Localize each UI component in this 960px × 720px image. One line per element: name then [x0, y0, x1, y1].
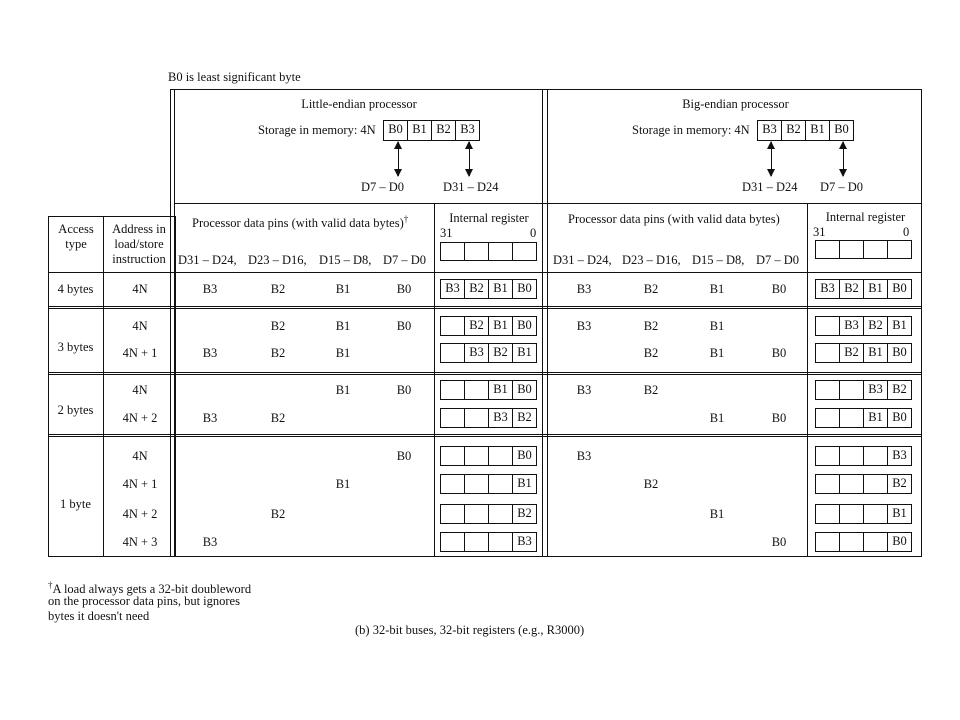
- be-reg-cell: B2: [839, 280, 863, 298]
- be-pin-value: B2: [643, 383, 659, 397]
- le-reg-cell: [488, 475, 512, 493]
- be-pin-value: B2: [643, 346, 659, 360]
- be-pin-value: B3: [576, 282, 592, 296]
- le-reg-cell: B1: [512, 344, 536, 362]
- le-reg-cell: [488, 447, 512, 465]
- le-reg-cell: [488, 505, 512, 523]
- be-reg-cell: B3: [839, 317, 863, 335]
- figure-caption: (b) 32-bit buses, 32-bit registers (e.g., R3000): [355, 623, 585, 637]
- be-register-row: [815, 380, 912, 400]
- be-pin-value: B1: [709, 319, 725, 333]
- reg-byte-cell: [816, 241, 839, 258]
- be-pin-value: B1: [709, 411, 725, 425]
- le-arrow-label-d31: D31 – D24: [443, 180, 499, 194]
- le-reg-cell: [441, 475, 464, 493]
- le-register-header-boxes: [440, 242, 537, 261]
- le-pin-value: B3: [202, 282, 218, 296]
- le-pin-value: B0: [396, 449, 412, 463]
- be-reg-cell: B2: [887, 381, 911, 399]
- be-register-row: [815, 279, 912, 299]
- be-reg-cell: [839, 409, 863, 427]
- le-reg-cell: [488, 533, 512, 551]
- be-reg-cell: [816, 317, 839, 335]
- le-reg-cell: B1: [488, 280, 512, 298]
- be-pin-value: B0: [771, 346, 787, 360]
- be-reg-cell: B2: [887, 475, 911, 493]
- address-header-1: Address in: [112, 222, 166, 236]
- reg-byte-cell: [512, 243, 536, 260]
- be-pin-value: B0: [771, 535, 787, 549]
- reg-byte-cell: [488, 243, 512, 260]
- le-reg-cell: B3: [464, 344, 488, 362]
- big-endian-title: Big-endian processor: [682, 97, 789, 111]
- le-reg-cell: B2: [512, 505, 536, 523]
- le-pin-value: B2: [270, 319, 286, 333]
- be-arrow-label-d31: D31 – D24: [742, 180, 798, 194]
- le-reg-cell: B0: [512, 381, 536, 399]
- le-register-header: Internal register: [449, 211, 529, 225]
- table-divider-center-b: [547, 89, 548, 557]
- be-storage-cell: B1: [805, 121, 829, 140]
- access-type-label: 4 bytes: [57, 282, 94, 296]
- be-register-row: [815, 446, 912, 466]
- be-storage-bytes: [757, 120, 854, 141]
- le-reg-cell: B2: [488, 344, 512, 362]
- be-pins-header: Processor data pins (with valid data bytes): [568, 212, 780, 226]
- row-separator-2b: [48, 434, 922, 435]
- be-pin-value: B0: [771, 411, 787, 425]
- le-reg-cell: [464, 447, 488, 465]
- be-register-row: [815, 316, 912, 336]
- access-type-label: 3 bytes: [57, 340, 94, 354]
- be-reg-cell: [816, 533, 839, 551]
- le-reg-cell: B0: [512, 447, 536, 465]
- be-storage-label: Storage in memory: 4N: [632, 123, 750, 137]
- le-pin-value: B1: [335, 477, 351, 491]
- address-header-2: load/store: [114, 237, 164, 251]
- row-separator-2b-double: [48, 436, 922, 437]
- header-separator: [174, 203, 922, 204]
- le-pin-value: B2: [270, 346, 286, 360]
- be-reg-cell: B1: [887, 505, 911, 523]
- be-reg-cell: B0: [887, 280, 911, 298]
- be-pin-value: B3: [576, 319, 592, 333]
- le-pin-value: B2: [270, 411, 286, 425]
- le-storage-cell: B3: [455, 121, 479, 140]
- address-cell: 4N + 2: [122, 507, 158, 521]
- le-reg-cell: B1: [512, 475, 536, 493]
- row-separator-4b: [48, 306, 922, 307]
- address-cell: 4N: [132, 319, 148, 333]
- le-reg-cell: [464, 475, 488, 493]
- access-type-header-1: Access: [58, 222, 94, 236]
- be-pin-col-d23: D23 – D16,: [622, 253, 681, 267]
- le-reg-cell: [441, 533, 464, 551]
- le-register-row: [440, 279, 537, 299]
- le-reg-cell: B1: [488, 317, 512, 335]
- le-pin-value: B3: [202, 535, 218, 549]
- le-storage-label: Storage in memory: 4N: [258, 123, 376, 137]
- le-register-row: [440, 504, 537, 524]
- footnote-line-3: bytes it doesn't need: [48, 609, 150, 623]
- le-reg-cell: [441, 317, 464, 335]
- le-reg-cell: [464, 505, 488, 523]
- address-cell: 4N + 3: [122, 535, 158, 549]
- le-register-row: [440, 532, 537, 552]
- be-pin-value: B3: [576, 383, 592, 397]
- le-pin-col-d7: D7 – D0: [383, 253, 427, 267]
- be-arrow-b0: [843, 142, 844, 176]
- address-cell: 4N: [132, 383, 148, 397]
- le-register-row: [440, 408, 537, 428]
- footnote-line-1: †A load always gets a 32-bit doubleword: [48, 580, 252, 597]
- le-pin-value: B0: [396, 383, 412, 397]
- le-reg-cell: B0: [512, 317, 536, 335]
- le-storage-cell: B0: [388, 122, 403, 136]
- be-reg-cell: B1: [863, 344, 887, 362]
- be-reg-cell: B1: [863, 409, 887, 427]
- be-reg-cell: B3: [887, 447, 911, 465]
- le-pin-value: B0: [396, 282, 412, 296]
- le-reg-cell: B1: [488, 381, 512, 399]
- le-register-row: [440, 446, 537, 466]
- be-pin-value: B2: [643, 319, 659, 333]
- le-pin-col-d23: D23 – D16,: [248, 253, 307, 267]
- be-arrow-label-d7: D7 – D0: [820, 180, 864, 194]
- le-reg-cell: B0: [512, 280, 536, 298]
- be-pin-col-d7: D7 – D0: [756, 253, 800, 267]
- be-reg-cell: [816, 447, 839, 465]
- be-reg-cell: [863, 505, 887, 523]
- le-storage-cell: B1: [407, 121, 431, 140]
- le-pin-col-d15: D15 – D8,: [319, 253, 372, 267]
- le-reg-bit-0: 0: [530, 226, 537, 240]
- le-arrow-b3: [469, 142, 470, 176]
- be-register-row: [815, 474, 912, 494]
- le-reg-cell: [464, 533, 488, 551]
- be-register-row: [815, 408, 912, 428]
- be-reg-cell: B0: [887, 344, 911, 362]
- le-arrow-b0: [398, 142, 399, 176]
- reg-byte-cell: [863, 241, 887, 258]
- le-storage-cell: B2: [431, 121, 455, 140]
- be-reg-cell: [839, 475, 863, 493]
- be-reg-cell: [816, 475, 839, 493]
- le-pin-value: B2: [270, 282, 286, 296]
- be-reg-bit-0: 0: [903, 225, 910, 239]
- be-register-divider: [807, 203, 808, 557]
- address-cell: 4N + 1: [122, 346, 158, 360]
- le-register-row: [440, 380, 537, 400]
- row-separator-header: [48, 272, 922, 273]
- be-reg-cell: [839, 381, 863, 399]
- be-pin-value: B1: [709, 282, 725, 296]
- le-pin-value: B3: [202, 346, 218, 360]
- be-reg-cell: B3: [863, 381, 887, 399]
- be-pin-value: B1: [709, 507, 725, 521]
- be-reg-cell: [816, 381, 839, 399]
- be-reg-cell: [839, 447, 863, 465]
- le-pins-header: Processor data pins (with valid data bytes)†: [192, 214, 409, 231]
- row-separator-3b: [48, 372, 922, 373]
- be-reg-cell: B0: [887, 409, 911, 427]
- le-reg-cell: [441, 505, 464, 523]
- le-reg-cell: [441, 447, 464, 465]
- le-pin-value: B1: [335, 319, 351, 333]
- address-cell: 4N + 2: [122, 411, 158, 425]
- be-pin-value: B2: [643, 477, 659, 491]
- reg-byte-cell: [839, 241, 863, 258]
- be-pin-value: B2: [643, 282, 659, 296]
- be-reg-cell: B2: [863, 317, 887, 335]
- be-pin-col-d15: D15 – D8,: [692, 253, 745, 267]
- be-register-header-boxes: [815, 240, 912, 259]
- row-separator-3b-double: [48, 374, 922, 375]
- reg-byte-cell: [441, 243, 464, 260]
- be-reg-cell: [816, 505, 839, 523]
- table-divider-center-a: [542, 89, 543, 557]
- be-register-row: [815, 504, 912, 524]
- header-note: B0 is least significant byte: [168, 70, 301, 84]
- reg-byte-cell: [887, 241, 911, 258]
- be-reg-cell: [863, 533, 887, 551]
- be-arrow-b3: [771, 142, 772, 176]
- be-register-row: [815, 343, 912, 363]
- address-cell: 4N: [132, 282, 148, 296]
- be-pin-col-d31: D31 – D24,: [553, 253, 612, 267]
- le-pin-value: B1: [335, 282, 351, 296]
- le-pin-value: B1: [335, 346, 351, 360]
- le-register-row: [440, 316, 537, 336]
- le-pin-col-d31: D31 – D24,: [178, 253, 237, 267]
- be-reg-cell: B3: [820, 281, 835, 295]
- be-reg-bit-31: 31: [813, 225, 826, 239]
- le-pin-value: B1: [335, 383, 351, 397]
- be-register-header: Internal register: [825, 210, 906, 224]
- be-storage-cell: B2: [781, 121, 805, 140]
- le-reg-cell: B3: [488, 409, 512, 427]
- le-reg-cell: [441, 409, 464, 427]
- be-reg-cell: [816, 409, 839, 427]
- be-reg-cell: [839, 533, 863, 551]
- le-storage-bytes: [383, 120, 480, 141]
- le-reg-cell: B3: [512, 533, 536, 551]
- be-register-row: [815, 532, 912, 552]
- reg-byte-cell: [464, 243, 488, 260]
- be-storage-cell: B3: [762, 122, 777, 136]
- be-pin-value: B1: [709, 346, 725, 360]
- le-register-divider: [434, 203, 435, 557]
- le-reg-bit-31: 31: [440, 226, 453, 240]
- be-reg-cell: [863, 447, 887, 465]
- le-reg-cell: B2: [464, 317, 488, 335]
- be-reg-cell: [839, 505, 863, 523]
- be-reg-cell: B1: [887, 317, 911, 335]
- le-reg-cell: [464, 409, 488, 427]
- be-storage-cell: B0: [829, 121, 853, 140]
- le-pin-value: B3: [202, 411, 218, 425]
- be-pin-value: B3: [576, 449, 592, 463]
- row-separator-4b-double: [48, 308, 922, 309]
- access-type-label: 1 byte: [60, 497, 91, 511]
- access-type-label: 2 bytes: [57, 403, 94, 417]
- le-reg-cell: [464, 381, 488, 399]
- address-header-3: instruction: [112, 252, 166, 266]
- footnote-line-2: on the processor data pins, but ignores: [48, 594, 240, 608]
- access-type-header-2: type: [65, 237, 87, 251]
- le-arrow-label-d7: D7 – D0: [361, 180, 405, 194]
- address-cell: 4N + 1: [122, 477, 158, 491]
- be-reg-cell: [863, 475, 887, 493]
- le-reg-cell: [441, 381, 464, 399]
- le-reg-cell: B2: [512, 409, 536, 427]
- be-reg-cell: [816, 344, 839, 362]
- be-reg-cell: B2: [839, 344, 863, 362]
- le-pin-value: B2: [270, 507, 286, 521]
- le-pin-value: B0: [396, 319, 412, 333]
- address-cell: 4N: [132, 449, 148, 463]
- be-reg-cell: B0: [887, 533, 911, 551]
- le-register-row: [440, 474, 537, 494]
- le-reg-cell: B3: [445, 281, 460, 295]
- le-reg-cell: [441, 344, 464, 362]
- be-reg-cell: B1: [863, 280, 887, 298]
- be-pin-value: B0: [771, 282, 787, 296]
- le-register-row: [440, 343, 537, 363]
- le-reg-cell: B2: [464, 280, 488, 298]
- little-endian-title: Little-endian processor: [301, 97, 417, 111]
